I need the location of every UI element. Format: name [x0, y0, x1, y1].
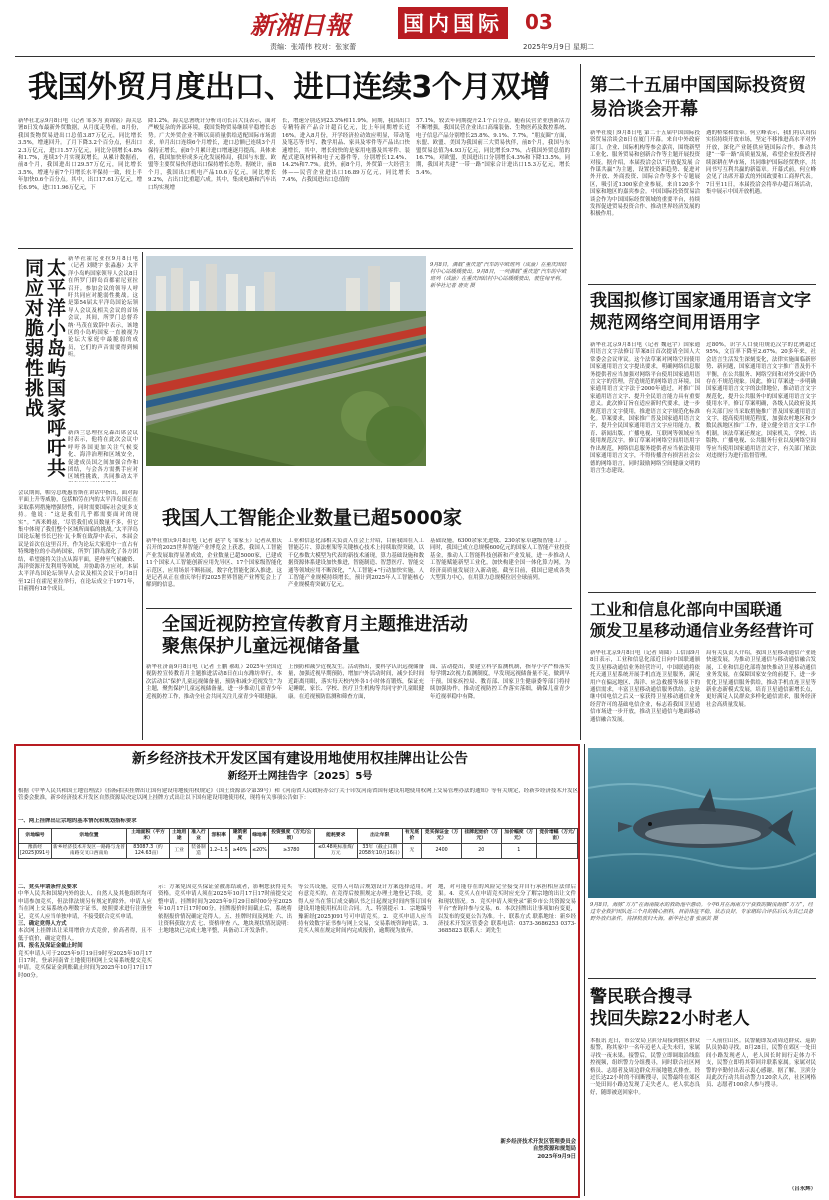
table-cell: 无	[402, 844, 421, 859]
table-header: 建筑密度	[229, 829, 250, 844]
notice-table-title: 一、网上挂牌出让宗地的基本情况和规划指标要求	[18, 818, 137, 824]
language-bottom-rule	[588, 592, 816, 593]
table-header: 加价幅度（万元）	[501, 829, 537, 844]
chongqing-photo-caption: 9月8日，满载“重庆造”汽车的中欧班列（成渝）在重庆团结村中心站缓缓驶出。9月8日，一列满载“重庆造”汽车的中欧班列（成渝）在重庆团结村中心站缓缓驶出，驶往匈牙利。新华社记者 唐奕 摄	[430, 262, 567, 289]
notice-col-d	[438, 884, 576, 1194]
notice-sec3: 竞买申请人可于2025年9月19日9时至2025年10月17日17时，登录河南省土地使用权网上交易系统提交竞买申请。竞买保证金到账截止时间为2025年10月17日17时00分。	[18, 950, 152, 979]
pacific-col-a: 新华社霍尼亚拉9月8日电（记者 刘晓宇 张淼惠）太平洋小岛屿国家领导人会议8日在所罗门群岛首都霍尼亚拉召开。参加会议的领导人呼吁共同应对脆弱性挑战。这是第54届太平洋岛国论坛领导人会议及相关会议的首场会议，其间，所罗门总督乔纳·马茂在致辞中表示，该地区的小岛屿国家一直被视为论坛大家庭中最脆弱的成员，它们的声音需要得到倾听。	[68, 256, 138, 359]
education-headline-2: 聚焦保护儿童远视储备量	[162, 636, 360, 657]
table-cell: 工业	[170, 844, 189, 859]
masthead-rule	[15, 56, 815, 57]
notice-sign-2: 自然资源和规划局	[532, 1146, 576, 1153]
table-header: 投资强度（万元/公顷）	[268, 829, 314, 844]
expo-bottom-rule	[588, 284, 816, 285]
expo-headline: 第二十五届中国国际投资贸易洽谈会开幕	[590, 75, 806, 120]
ai-col-3: 基础设施，6300余家先进级、230余家卓越级智能工厂。同时，我国已成立总规模600亿元的国家人工智能产业投资基金，推动人工智能科技创新和产业发展，进一步推动人工智能赋能新型工业化，加快构建全国一体化算力网，为经济高质量发展注入新动能。截至目前，我国已建成各类大型算力中心，在用算力总规模位居全球前列。	[430, 538, 570, 582]
table-cell: 1	[501, 844, 537, 859]
table-header: 准入行业	[189, 829, 208, 844]
dolphin-photo	[588, 748, 816, 898]
table-cell: ≤20%	[251, 844, 269, 859]
notice-col-b: 示：方案免因竞买保证金被冻结或者，影响您获得竞买资格。竞买申请人须在2025年10月17日17时前提交完整申请。挂牌时间为2025年9月29日8时00分至2025年10月17日17时00分。挂牌报价时间截止后，系统将依据报价情况确定竞得人。五、挂牌时间及网址 六、出让资料获取方式 七、资格审查 八、地块现状情况说明：土地地块已完成土地平整，具备动工开发条件。	[158, 884, 292, 935]
language-headline-1: 我国拟修订国家通用语言文字	[590, 291, 811, 311]
table-row	[19, 844, 578, 859]
table-header: 土地面积（平方米）	[127, 829, 170, 844]
telecom-headline-1: 工业和信息化部向中国联通	[590, 600, 783, 619]
table-cell: ≥40%	[229, 844, 250, 859]
newspaper-logo: 新湘日報	[250, 11, 351, 36]
notice-sec1: 中华人民共和国境内外的法人、自然人及其他组织均可申请参加竞买，但法律法规另有规定的除外。申请人应当在网上交易系统办理数字证书，按照要求进行注册登记，竞买人应当单独申请，不接受联合竞买申请。	[18, 891, 152, 920]
pacific-headline: 太平洋小岛屿国家呼吁共同应对脆弱性挑战	[22, 258, 66, 478]
trade-headline: 我国外贸月度出口、进口连续3个月双增	[28, 70, 550, 105]
telecom-col-1: 新华社北京9月8日电（记者 周圆）工信部9月8日表示，工业和信息化部近日向中国联通颁发卫星移动通信业务经营许可，中国联通将依托天通卫星系统开展手机直连卫星服务，满足用户在偏远地区、海洋、应急救援等场景下的通信需求，丰富卫星移动通信服务供给。这是继中国电信之后又一家获得卫星移动通信业务经营许可的基础电信企业，标志着我国卫星通信市场进一步开放，推动卫星通信与地面移动通信融合发展。	[590, 650, 700, 723]
table-cell: 豫新经[2025]091号	[19, 844, 52, 859]
trade-col-3: 长，增速分别达到23.3%和11.9%。同期，我国出口专精特新产品合计超百亿元，比上年同期增长近16%。进入8月份，开学经济拉动效应明显，带动笔及笔芯等书写、教学用品、家具及零件等产品出口快速增长，其中，增长较快的是家用电器及其零件、装配式建筑材料和电子元器件等，分别增长12.4%、14.2%和7.7%。此外，前8个月，外贸第一大经营主体——民营企业进出口16.89万亿元，同比增长7.4%，占我国进出口总值的	[282, 118, 410, 184]
expo-col-2: 遇的桥梁和纽带。何立峰表示，我们将以真招实招持续开放市场，坚定不移推进高水平对外开放，深化产业链供应链国际合作，推动共建“一带一路”高质量发展，希望企业投资者持续深耕在华市场，共同维护国际经贸秩序，共同书写互利共赢的新篇章。开幕式前，何立峰会见了出席开幕式的外国政要和工商界代表。7日至11日，本届投洽会将举办超百场活动，集中展示中国开放机遇。	[706, 130, 816, 196]
ai-headline: 我国人工智能企业数量已超5000家	[162, 507, 462, 529]
section-title: 国内国际	[398, 7, 508, 39]
table-cell: 83087.3（约124.63亩）	[127, 844, 170, 859]
notice-col-c: 等公共设施，竞得人可结合规划设计方案选择适用。对有意竞买的，在竞得后按照规定办理土地登记手续，竞得人应当在签订成交确认书之日起规定时间内签订国有建设用地使用权出让合同。九、特别提示 1．宗地编号豫新经[2025]091号可申请竞买。2．竞买申请人应当持有效数字证书参与网上交易，交易系统咨询电话。3．竞买人须在规定时间内完成报价，逾期视为放弃。	[298, 884, 432, 935]
trade-col-2: 降1.2%。海关总署统计分析司司长吕大良表示，面对严峻复杂的外部环境，我国货物贸易继续平稳增长态势。广大外贸企业不断以高质量供给适配国际市场需求，单月出口连续6个月增长，进口总额已连续3个月保持正增长，前8个月累计进口增速逐月提高。具体来看，我国加快形成多元化发展格局，我国与东盟、欧盟等主要贸易伙伴进出口保持增长态势。据统计，前8个月，我国出口机电产品10.6万亿元，同比增长9.2%，占出口比重超六成。其中，集成电路和汽车出口均实现增	[148, 118, 276, 191]
notice-col-d-text: 地，对可能存在的风险完全接受并自行承担相应法律后果。4．竞买人在申请竞买时应充分了解宗地的出让文件和现状情况。5．竞买申请人须登录“新乡市公共资源交易平台”查询并参与交易。6．本次挂牌出让事项如有变更，以发布的变更公告为准。十、联系方式 联系地址：新乡经济技术开发区管委会 联系电话：0373-3686253 0373-3685823 联系人：刘先生	[438, 884, 576, 935]
missing-byline: （吕永辉）	[789, 1186, 816, 1192]
notice-table-wrap	[18, 828, 578, 880]
editors-line: 责编：张靖伟 校对：张家蕾	[270, 43, 357, 51]
right-lower-divider	[584, 744, 585, 1196]
education-col-3: 面、活动提出，要建立科学监测机制，指导小学严格落实每学期2次视力监测制度，早发现远视储备量不足，做到早干预。国家疾控局、教育部、国家卫生健康委等部门将持续加强协作，推动近视防控工作落实落细，确保儿童青少年近视率稳中有降。	[430, 664, 570, 700]
language-col-2: 过80%，识字人口使用规范汉字的比例超过95%，文盲率下降至2.67%。20多年来，社会语言生活发生深刻变化，法律实施面临新形势、新问题，国家通用语言文字推广普及仍不平衡，在公共服务、网络空间和对外交流中仍存在不规范现象。因此，修订草案进一步明确国家通用语言文字的法律地位，推动语言文字规范化，提升公共服务中的国家通用语言文字使用水平。修订草案明确，各级人民政府及其有关部门应当采取措施推广普及国家通用语言文字，提高使用规范程度，加强农村地区和少数民族地区推广工作，建立健全语言文字工作机制。该法草案还规定，国家机关、学校、出版物、广播电视、公共服务行业以及网络空间等应当使用国家通用语言文字，有关部门依法对违规行为进行监督管理。	[706, 342, 816, 460]
telecom-headline-2: 颁发卫星移动通信业务经营许可	[590, 621, 815, 640]
notice-col-a	[18, 884, 152, 1194]
table-cell: 2400	[422, 844, 462, 859]
ai-bottom-rule	[146, 608, 572, 609]
notice-title: 新乡经济技术开发区国有建设用地使用权挂牌出让公告	[132, 751, 468, 767]
missing-col-2: 一人前往山区。民警随即发动周边群众、巡防队员协助寻找。8月28日，民警在郊区一处田间小路发现老人，老人因长时间行走体力不支，民警立即将其带回并联系家属。家属对民警的辛勤付出表示衷心感谢。据了解，卫滨分局此次行动共出动警力120余人次，社区网格员、志愿者100余人参与搜寻。	[706, 1038, 816, 1089]
notice-bottom-border	[14, 1196, 580, 1198]
missing-headline-1: 警民联合搜寻	[590, 987, 692, 1007]
notice-intro: 根据《中华人民共和国土地管理法》《招标拍卖挂牌出让国有建设用地使用权规定》（国土资源部令第39号）和《河南省人民政府办公厅关于印发河南省国有建设用地使用权网上交易管理办法的通知》等有关规定，经新乡经济技术开发区管委会批准，新乡经济技术开发区自然资源局决定以网上挂牌方式出让以下国有建设用地使用权，现将有关事项公告如下：	[18, 788, 578, 802]
column-divider	[580, 64, 581, 740]
table-header: 土地用途	[170, 829, 189, 844]
publication-date: 2025年9月9日 星期二	[523, 43, 594, 51]
dolphin-photo-caption: 9月8日，海豚“万万”在海南陵水的救助池中游动。今年6月在海南万宁获救的搁浅海豚“万万”，经过专业救护团队近三个月的精心照料，目前体征平稳，状态良好。专家组综合评估后认为其已具备野外放归条件，将择机放归大海。新华社记者 张丽芸 摄	[590, 902, 814, 922]
table-header: 挂牌起始价（万元）	[462, 829, 501, 844]
table-cell: 20	[462, 844, 501, 859]
table-header: 绿地率	[251, 829, 269, 844]
chongqing-train-photo	[146, 256, 426, 466]
telecom-col-2: 局有关负责人介绍，我国卫星移动通信产业链快速发展，为推动卫星通信与移动通信融合发展，工业和信息化部将加快推动卫星移动通信业务发展，在保障国家安全的前提下，进一步优化卫星通信服务供给，推动手机直连卫星等新业态新模式发展，培育卫星通信新增长点，更好满足人民群众多样化通信需求，服务经济社会高质量发展。	[706, 650, 816, 708]
expo-col-1: 新华社厦门9月8日电 第二十五届中国国际投资贸易洽谈会8日在厦门开幕。来自中外政府部门、企业、国际机构等参会嘉宾，围绕新型工业化、服务贸易和创新合作等主题开展投资对接。据介绍，本届投洽会以“开放促发展 合作谋共赢”为主题，设置投资新趋势、促进对外开放、外商投资、国际合作等多个专题展区，吸引近1300家企业参展，来自120多个国家和地区的嘉宾参会。中国国际投资贸易洽谈会作为中国国际经贸领域的重要平台，持续发挥促进贸易投资合作、推动世界经济发展的积极作用。	[590, 130, 700, 218]
notice-top-border	[14, 744, 580, 746]
trade-bottom-rule	[18, 248, 573, 249]
language-headline-2: 规范网络空间用语用字	[590, 313, 760, 333]
table-header: 有无底价	[402, 829, 421, 844]
trade-col-4: 57.1%，较去年同期提升2.1个百分点。随着民营企业创新活力不断增强，我国民营企业出口高端装备、生物医药及数控系统、电子信息产品分别增长25.8%、9.1%、7.7%。“朋友圈”方面，东盟、欧盟、美国为我国前三大贸易伙伴，前8个月，我国与东盟贸易总值为4.93万亿元，同比增长9.7%，占我国外贸总值的16.7%。对欧盟、美国进出口分别增长4.3%和下降13.5%。同期，我国对共建“一带一路”国家合计进出口15.3万亿元，增长5.4%。	[416, 118, 570, 176]
notice-table	[18, 828, 578, 859]
table-header-row	[19, 829, 578, 844]
page-number: 03	[525, 10, 553, 34]
table-cell: 装备制造	[189, 844, 208, 859]
missing-col-1: 本报讯 近日，市公安局卫滨分局接到辖区群众报警，称其家中一名年迈老人走失未归，家属寻找一夜未果。接警后，民警立即调取沿线监控视频，组织警力分组搜寻，同时联合社区网格员、志愿者及周边群众开展地毯式排查。经过长达22小时的不间断搜寻，民警最终在郊区一处田间小路边发现了走失老人，老人状态良好，随即被送回家中。	[590, 1038, 700, 1096]
ai-col-2: 工业和信息化部相关负责人在会上介绍，目前我国在人工智能芯片、算法框架等关键核心技术上持续取得突破，以千亿参数大模型为代表的新技术涌现，算力基础设施和数据资源体系建设加快推进，智能制造、智慧医疗、智能交通等领域应用不断深化，“人工智能+”行动加快实施，人工智能产业规模持续增长，预计到2025年人工智能核心产业规模将突破万亿元。	[288, 538, 424, 589]
notice-sec2: 本次网上挂牌出让采用增价方式竞价，价高者得，且不低于底价，确定竞得人。	[18, 928, 152, 942]
notice-sec1-head: 二、竞买申请条件及要求	[18, 884, 78, 890]
table-cell: ≥3780	[268, 844, 314, 859]
pacific-col-c: 会议期间，帕劳总统惠普斯在讲话中指出，面对海平面上升等威胁，包括帕劳在内的太平洋岛国正在采取系列措施增强韧性，同时需要国际社会更多支持。他说：“这是我们几乎都需要面对的现实”。“西米姆兹，‘尽管我们成员数量不多，但它集中体现了我们整个区域所面临的挑战。’太平洋岛国论坛秘书长巴拉·瓦卡斯在致辞中表示，本届会议是首次在这里召开，作为论坛大家庭中一直占有特殊地位的小岛屿国家，所罗门群岛深化了各方团结，希望能将关注点从海平面，延伸至气候融资、海洋资源开发利用等领域，并协助各方应对。本届太平洋岛国论坛领导人会议及相关会议于9月8日至12日在霍尼亚拉举行，在论坛成立于1971年，目前拥有18个成员。	[18, 490, 138, 593]
table-cell: 33年（截止日期2058年10月16日）	[357, 844, 402, 859]
education-headline-1: 全国近视防控宣传教育月主题推进活动	[162, 614, 468, 635]
notice-sign-1: 新乡经济技术开发区管理委员会	[500, 1139, 576, 1145]
table-header: 竞价增幅（万元/亩）	[537, 829, 578, 844]
table-header: 宗地位置	[52, 829, 127, 844]
ai-col-1: 新华社重庆9月8日电（记者 赵宇飞 邹家玉）记者从重庆召开的2025世界智能产业博览会上获悉，我国人工智能产业发展取得显著成效，企业数量已超5000家，已建成11个国家人工智能创新应用先导区、17个国家级智能化示范区，应用场景不断拓展，数字化智能化深入推进。这是记者从正在重庆举行的2025世界智能产业博览会上了解到的信息。	[146, 538, 282, 589]
notice-sec3-head: 四、报名及保证金截止时间	[18, 943, 83, 950]
table-cell: 新乡经济技术开发区一路路与龙普南路交叉口西南角	[52, 844, 127, 859]
pacific-col-b: 新西兰总理拉克森出席会议时表示，他将在此次会议中呼吁各国更加关注气候变化、海洋治理和区域安全，促进成员国之间加强合作和团结，与会各方需携手应对区域性挑战，共同推动太平	[68, 430, 138, 481]
education-col-1: 新华社济南9月8日电（记者 王鹏 郝虹）2025年全国近视防控宣传教育月主题推进活动8日在山东潍坊举行，本次活动以“保护儿童远视储备量，预防和减少近视发生”为主题，聚焦保护儿童远视储备量，进一步推动儿童青少年近视防控工作，推动全社会共同关注儿童青少年眼健康。	[146, 664, 282, 700]
table-header: 能耗要求	[314, 829, 357, 844]
notice-subtitle: 新经开土网挂告字〔2025〕5号	[227, 771, 373, 782]
table-header: 宗地编号	[19, 829, 52, 844]
notice-sign-date: 2025年9月9日	[537, 1153, 576, 1160]
trade-col-1: 新华社北京9月8日电（记者 邹多为 黄锦铭）海关总署8日发布最新外贸数据，从月度走势看，8月份，我国货物贸易进出口总值3.87万亿元，同比增长3.5%，增速回升。了月下降3.2个百分点，但出口2.3万亿元，进口1.57万亿元，同比分别增长4.8%和1.7%，连续3个月实现双增长。从累计数据看，前8个月，我国进出口29.57万亿元，同比增长3.5%，增速与前7个月增长水平保持一致，较上半年加快0.6个百分点。其中，出口17.61万亿元，增长6.9%，进口11.96万亿元，下	[18, 118, 142, 191]
table-header: 容积率	[208, 829, 229, 844]
education-col-2: 上预防和减少近视发生。活动指出，要科学认识远视储备量，加强近视早期预防，增加户外活动时间，减少长时间近距离用眼，落实每天校内外各1小时体育锻炼，保证充足睡眠，家长、学校、医疗卫生机构等共同守护儿童眼健康。在近视预防监测和筛查方面，	[288, 664, 424, 700]
table-cell: 1.2─1.5	[208, 844, 229, 859]
pacific-divider	[142, 252, 143, 740]
dolphin-bottom-rule	[588, 978, 816, 979]
table-header: 出让年限	[357, 829, 402, 844]
table-header: 竞买保证金（万元）	[422, 829, 462, 844]
notice-sec2-head: 三、确定竞得人方式	[18, 921, 67, 928]
missing-headline-2: 找回失踪22小时老人	[590, 1009, 750, 1029]
language-col-1: 新华社北京9月8日电（记者 魏冠宇）国家通用语言文字法修订草案8日首次提请全国人大常委会会议审议。这个法草案对网络空间使用国家通用语言文字提出要求，明确网络信息服务提供者应当加强对网络平台使用国家通用语言文字的管理，营造规范的网络语言环境。国家通用语言文字法于2000年通过，对推广国家通用语言文字、提升全民语言能力具有重要意义。此次修订旨在适应新时代要求，进一步规范语言文字使用，推进语言文字规范化标准化。草案要求，国家推广普及国家通用语言文字，提升全民国家通用语言文字应用能力，教育、新闻出版、广播电视、互联网等领域应当使用规范汉字。修订草案对网络空间用语用字作出规范，网络信息服务提供者应当依法使用国家通用语言文字，不得传播含有损害社会公德的网络语言，同时鼓励网络空间健康文明的语言生态建设。	[590, 342, 700, 474]
notice-left-border	[14, 744, 16, 1198]
masthead	[0, 0, 829, 62]
table-cell	[537, 844, 578, 859]
notice-right-border	[578, 744, 580, 1198]
table-cell: ≤0.48吨标准煤/万元	[314, 844, 357, 859]
